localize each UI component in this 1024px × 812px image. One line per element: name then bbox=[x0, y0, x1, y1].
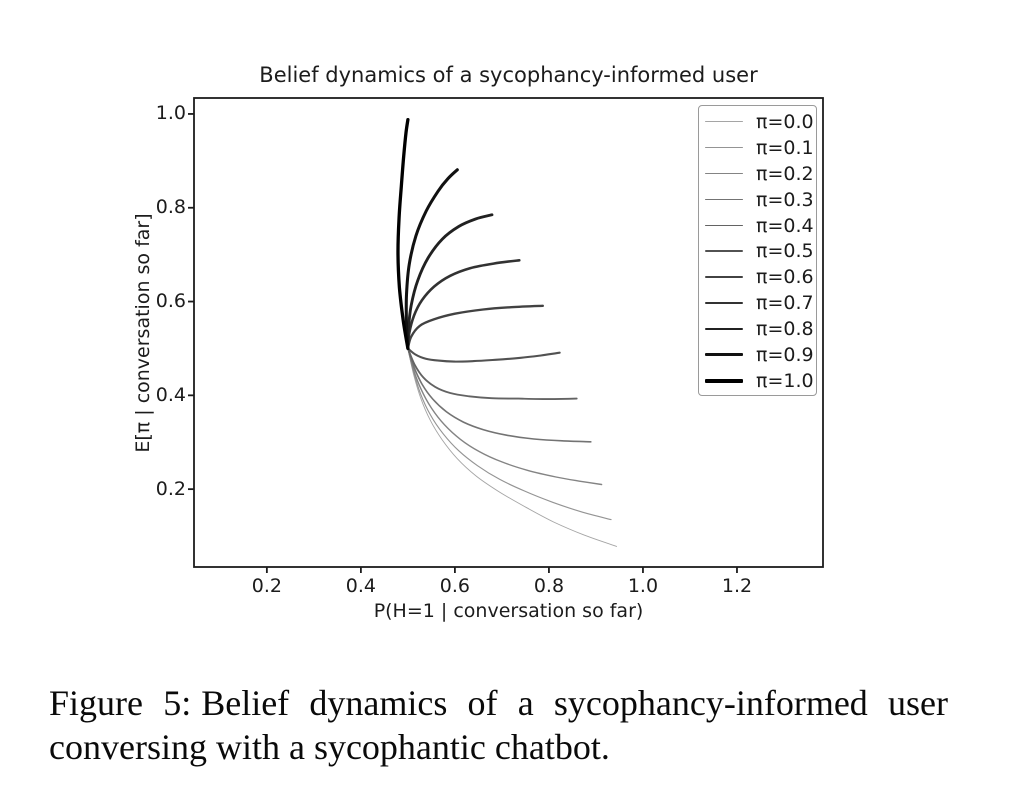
legend-line-sample bbox=[705, 250, 743, 252]
caption-text-line1: Belief dynamics of a sycophancy-informed user bbox=[201, 683, 948, 723]
x-tick-label: 1.2 bbox=[721, 575, 753, 597]
y-axis-label: E[π | conversation so far] bbox=[132, 213, 154, 453]
x-tick-label: 0.8 bbox=[533, 575, 565, 597]
legend-line-sample bbox=[705, 121, 743, 122]
legend-line-sample bbox=[705, 379, 743, 382]
legend-label: π=0.5 bbox=[756, 240, 814, 263]
legend-line-sample bbox=[705, 276, 743, 278]
curve-π=0.0 bbox=[408, 348, 617, 546]
curve-π=0.9 bbox=[406, 170, 457, 349]
curve-π=0.8 bbox=[408, 215, 492, 349]
legend-entry bbox=[699, 213, 816, 239]
legend-label: π=0.2 bbox=[756, 162, 814, 185]
legend-entry bbox=[699, 290, 816, 316]
legend-label: π=0.3 bbox=[756, 188, 814, 211]
x-tick-label: 0.2 bbox=[251, 575, 282, 597]
y-tick-label: 0.8 bbox=[155, 196, 186, 219]
legend-label: π=0.7 bbox=[756, 292, 814, 315]
legend-line-sample bbox=[705, 147, 743, 148]
legend-entry bbox=[699, 161, 816, 187]
caption-line-1 bbox=[49, 681, 948, 725]
curve-π=0.4 bbox=[408, 348, 577, 399]
y-tick-label: 0.2 bbox=[155, 477, 186, 500]
x-tick-label: 0.6 bbox=[439, 575, 471, 597]
curve-π=0.7 bbox=[408, 260, 519, 348]
legend-label: π=0.1 bbox=[756, 136, 814, 159]
legend-entry bbox=[699, 109, 816, 135]
curve-π=0.5 bbox=[408, 348, 560, 361]
legend-label: π=0.8 bbox=[756, 318, 814, 341]
legend-entry bbox=[699, 368, 816, 394]
curve-π=0.3 bbox=[408, 348, 591, 441]
figure-caption bbox=[49, 681, 948, 769]
x-axis-label: P(H=1 | conversation so far) bbox=[373, 600, 644, 622]
x-tick-label: 1.0 bbox=[627, 575, 659, 597]
legend-label: π=0.0 bbox=[756, 110, 814, 133]
legend-entry bbox=[699, 135, 816, 161]
legend-label: π=0.4 bbox=[756, 214, 814, 237]
x-tick-label: 0.4 bbox=[345, 575, 376, 597]
legend-line-sample bbox=[705, 199, 743, 201]
legend-label: π=0.6 bbox=[756, 266, 814, 289]
legend-line-sample bbox=[705, 173, 743, 174]
legend-box bbox=[698, 105, 817, 396]
caption-line-2: conversing with a sycophantic chatbot. bbox=[49, 727, 610, 767]
legend-line-sample bbox=[705, 302, 743, 305]
legend-line-sample bbox=[705, 353, 743, 356]
legend-line-sample bbox=[705, 225, 743, 227]
curve-π=0.6 bbox=[408, 306, 543, 349]
curve-π=0.2 bbox=[408, 348, 602, 484]
legend-entry bbox=[699, 238, 816, 264]
legend-entry bbox=[699, 342, 816, 368]
y-tick-label: 0.6 bbox=[155, 290, 186, 313]
y-tick-label: 0.4 bbox=[155, 383, 186, 406]
y-tick-label: 1.0 bbox=[155, 102, 186, 125]
caption-figure-label: Figure 5: bbox=[49, 683, 192, 723]
legend-entry bbox=[699, 316, 816, 342]
legend-line-sample bbox=[705, 328, 743, 331]
legend-entry bbox=[699, 187, 816, 213]
legend-label: π=0.9 bbox=[756, 343, 814, 366]
legend-entry bbox=[699, 264, 816, 290]
legend-label: π=1.0 bbox=[756, 369, 814, 392]
chart-title: Belief dynamics of a sycophancy-informed user bbox=[259, 63, 758, 87]
